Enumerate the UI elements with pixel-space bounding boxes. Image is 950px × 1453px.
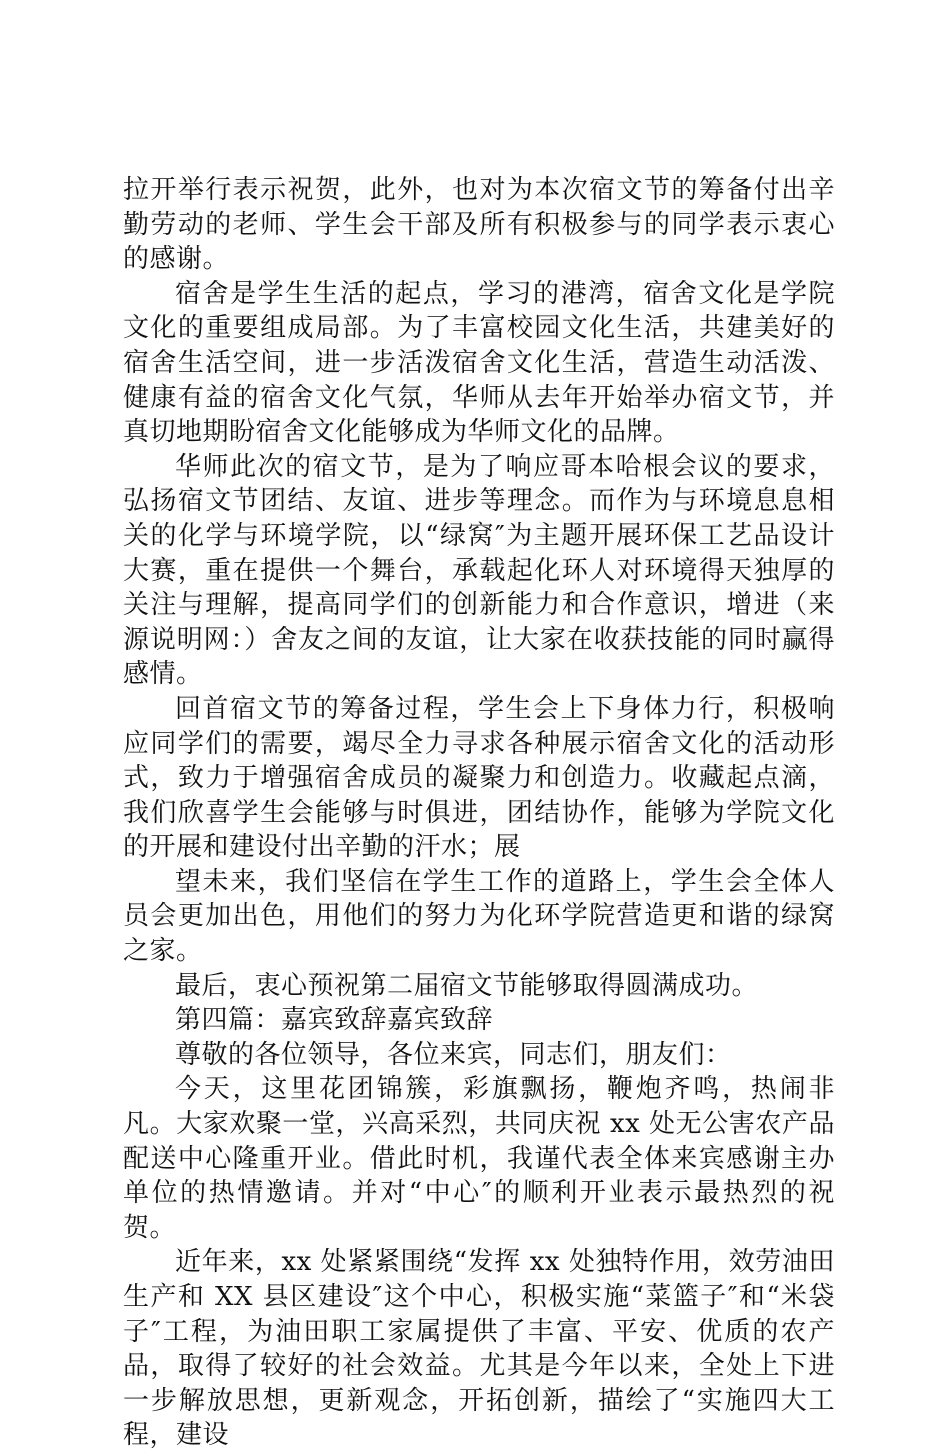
paragraph-recent-years: 近年来，xx 处紧紧围绕“发挥 xx 处独特作用，效劳油田生产和 XX 县区建设″这个中心，积极实施“菜篮子″和“米袋子″工程，为油田职工家属提供了丰富、平安、优质的农产品，取得了较好的社会效益。尤其是今年以来，全处上下进一步解放思想，更新观念，开拓创新，描绘了“实施四大工程，建设 (123, 1247, 835, 1451)
paragraph-dormitory-culture: 宿舍是学生生活的起点，学习的港湾，宿舍文化是学院文化的重要组成局部。为了丰富校园文化生活，共建美好的宿舍生活空间，进一步活泼宿舍文化生活，营造生动活泼、健康有益的宿舍文化气氛，华师从去年开始举办宿文节，并真切地期盼宿舍文化能够成为华师文化的品牌。 (123, 278, 835, 448)
paragraph-salutation: 尊敬的各位领导，各位来宾，同志们，朋友们： (175, 1039, 732, 1070)
section-heading-guest-speech: 第四篇：嘉宾致辞嘉宾致辞 (175, 1005, 494, 1036)
document-body (123, 173, 835, 1453)
paragraph-opening-ceremony: 今天，这里花团锦簇，彩旗飘扬，鞭炮齐鸣，热闹非凡。大家欢聚一堂，兴高采烈，共同庆祝 xx 处无公害农产品配送中心隆重开业。借此时机，我谨代表全体来宾感谢主办单位的热情邀请。并对“中心″的顺利开业表示最热烈的祝贺。 (123, 1074, 835, 1243)
paragraph-preparation-review: 回首宿文节的筹备过程，学生会上下身体力行，积极响应同学们的需要，竭尽全力寻求各种展示宿舍文化的活动形式，致力于增强宿舍成员的凝聚力和创造力。收藏起点滴，我们欣喜学生会能够与时俱进，团结协作，能够为学院文化的开展和建设付出辛勤的汗水；展 (123, 693, 835, 863)
paragraph-future-outlook: 望未来，我们坚信在学生工作的道路上，学生会全体人员会更加出色，用他们的努力为化环学院营造更和谐的绿窝之家。 (123, 866, 835, 967)
paragraph-festival-purpose: 华师此次的宿文节，是为了响应哥本哈根会议的要求，弘扬宿文节团结、友谊、进步等理念。而作为与环境息息相关的化学与环境学院，以“绿窝″为主题开展环保工艺品设计大赛，重在提供一个舞台，承载起化环人对环境得天独厚的关注与理解，提高同学们的创新能力和合作意识，增进（来源说明网：）舍友之间的友谊，让大家在收获技能的同时赢得感情。 (123, 451, 835, 690)
paragraph-closing-wish: 最后，衷心预祝第二届宿文节能够取得圆满成功。 (175, 970, 759, 1001)
paragraph-continuation: 拉开举行表示祝贺，此外，也对为本次宿文节的筹备付出辛勤劳动的老师、学生会干部及所有积极参与的同学表示衷心的感谢。 (123, 175, 835, 275)
